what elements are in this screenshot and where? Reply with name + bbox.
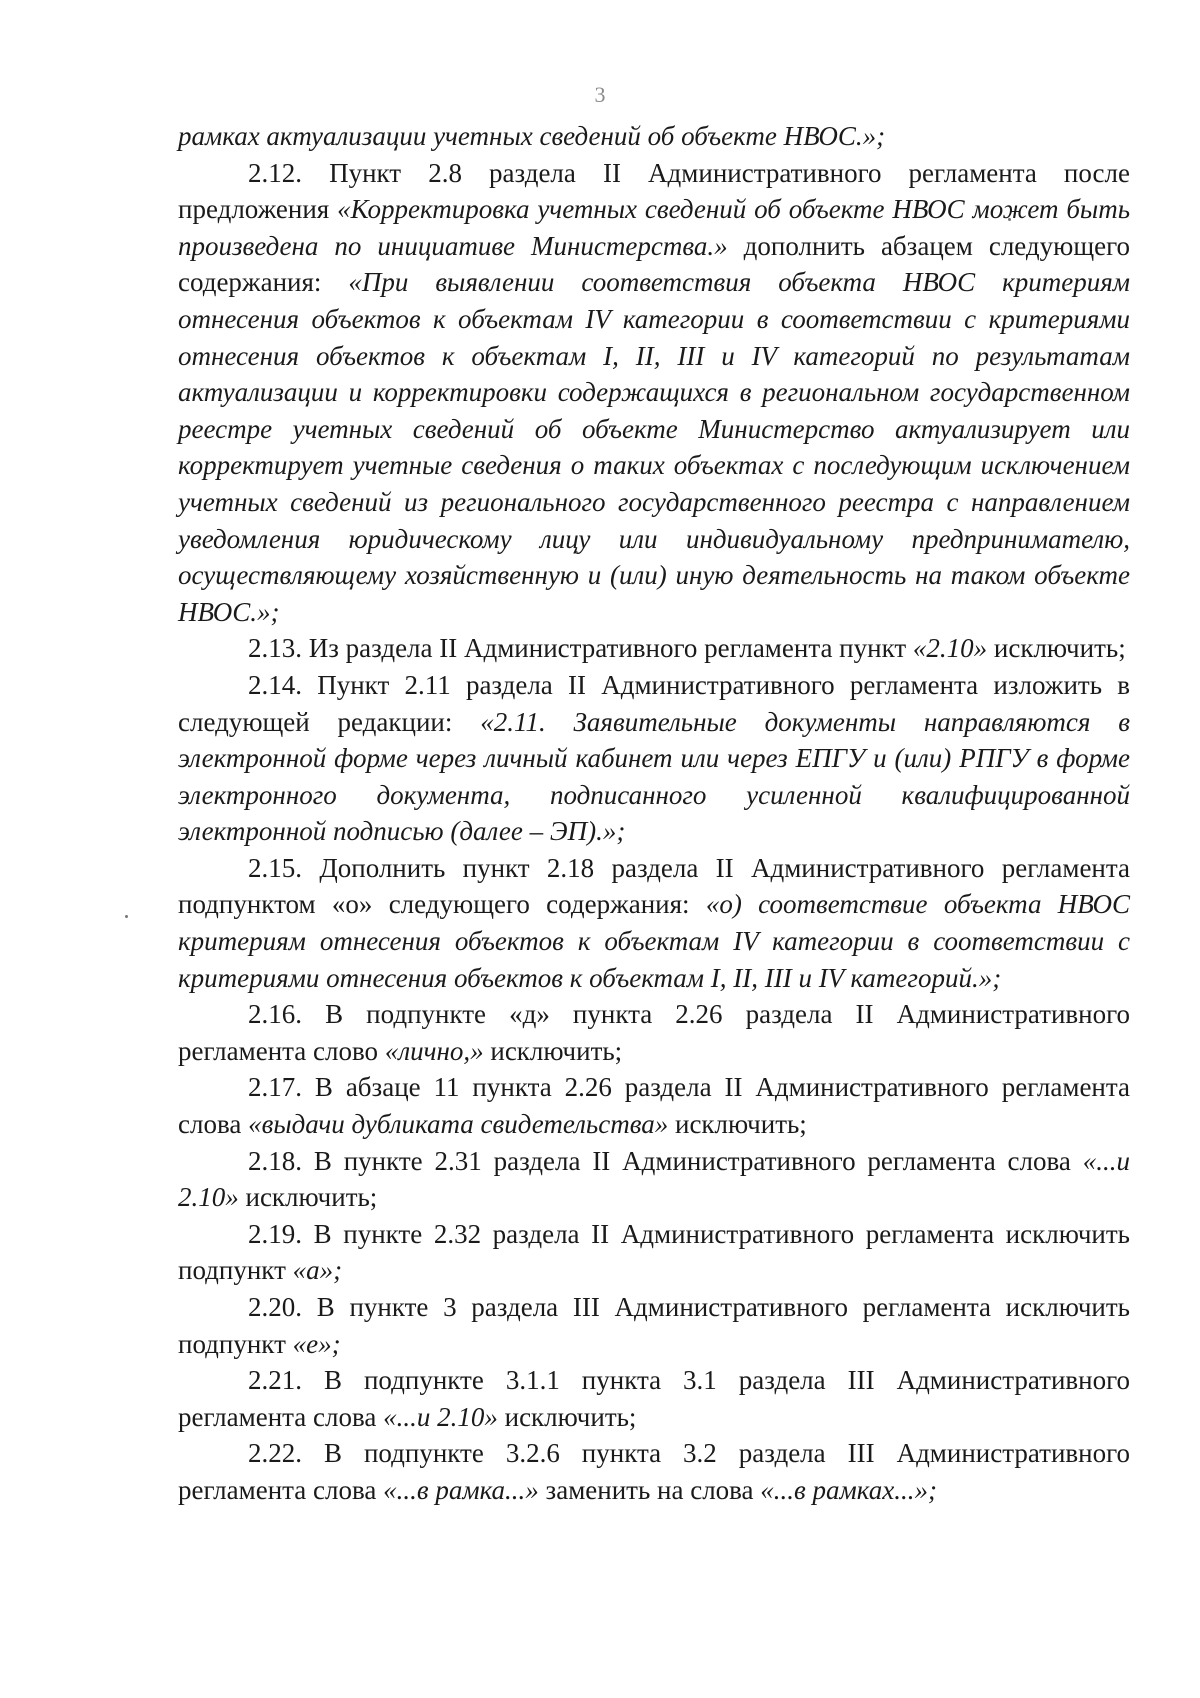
paragraph-text: исключить;: [987, 633, 1126, 664]
paragraph: [178, 1069, 1130, 1142]
paragraph: [178, 850, 1130, 996]
paragraph-text: исключить;: [238, 1182, 378, 1213]
quoted-text: «выдачи дубликата свидетельства»: [248, 1109, 669, 1140]
paragraph: [178, 1362, 1130, 1435]
quoted-text: «е»;: [292, 1328, 341, 1359]
paragraph-text: 2.15. Дополнить пункт 2.18 раздела II Административного регламента подпунктом «о» следующего содержания:: [178, 852, 1130, 920]
quoted-text: «о) соответствие объекта НВОС критериям отнесения объектов к объектам IV категории в соответствии с критериями отнесения объектов к объектам I, II, III и IV категорий.»;: [178, 889, 1131, 993]
paragraph: [178, 1435, 1130, 1508]
paragraph-text: 2.22. В подпункте 3.2.6 пункта 3.2 раздела III Административного регламента слова: [178, 1438, 1130, 1505]
quoted-text: «...в рамках...»;: [760, 1474, 937, 1505]
paragraph: [178, 667, 1130, 850]
quoted-text: «При выявлении соответствия объекта НВОС критериям отнесения объектов к объектам IV категории в соответствии с критериями отнесения объектов к объектам I, II, III и IV категорий по результатам актуализации и корректировки содержащихся в региональном государственном реестре учетных сведений об объекте Министерство актуализирует или корректирует учетные сведения о таких объектах с последующим исключением учетных сведений из регионального государственного реестра с направлением уведомления юридическому лицу или индивидуальному предпринимателю, осуществляющему хозяйственную и (или) иную деятельность на таком объекте НВОС.»;: [178, 267, 1130, 627]
paragraph-text: 2.19. В пункте 2.32 раздела II Административного регламента исключить подпункт: [178, 1218, 1130, 1286]
paragraph-text: 2.18. В пункте 2.31 раздела II Административного регламента слова: [248, 1145, 1083, 1176]
paragraph: [178, 1143, 1130, 1216]
quoted-text: «Корректировка учетных сведений об объекте НВОС может быть произведена по инициативе Министерства.»: [178, 194, 1131, 261]
page-number: 3: [594, 82, 606, 107]
quoted-text: «2.11. Заявительные документы направляются в электронной форме через личный кабинет или через ЕПГУ и (или) РПГУ в форме электронного документа, подписанного усиленной квалифицированной электронной подписью (далее – ЭП).»;: [178, 706, 1130, 847]
paragraph: [178, 155, 1130, 631]
quoted-text: рамках актуализации учетных сведений об объекте НВОС.»;: [178, 121, 886, 151]
paragraph-text: 2.21. В подпункте 3.1.1 пункта 3.1 раздела III Административного регламента слова: [178, 1365, 1130, 1432]
paragraph-text: исключить;: [668, 1109, 807, 1140]
paragraph-text: 2.14. Пункт 2.11 раздела II Административного регламента изложить в следующей редакции:: [178, 669, 1130, 737]
paragraph: [178, 630, 1130, 667]
paragraph-text: исключить;: [497, 1401, 637, 1432]
paragraph-text: 2.17. В абзаце 11 пункта 2.26 раздела II Административного регламента слова: [178, 1072, 1130, 1140]
scan-speck: [125, 915, 128, 918]
paragraph-text: 2.20. В пункте 3 раздела III Административного регламента исключить подпункт: [178, 1292, 1130, 1359]
document-body: [178, 118, 1130, 1509]
paragraph-text: 2.12. Пункт 2.8 раздела II Административного регламента после предложения: [178, 157, 1130, 225]
quoted-text: «...в рамка...»: [383, 1474, 539, 1505]
paragraph: [178, 1216, 1130, 1289]
paragraph-text: 2.13. Из раздела II Административного регламента пункт: [248, 633, 913, 664]
paragraph-text: 2.16. В подпункте «д» пункта 2.26 раздела II Административного регламента слово: [178, 999, 1130, 1066]
quoted-text: «а»;: [292, 1255, 343, 1286]
paragraph-text: заменить на слова: [538, 1474, 761, 1505]
paragraph-text: исключить;: [483, 1035, 623, 1066]
paragraph: [178, 1289, 1130, 1362]
paragraph: [178, 118, 1130, 155]
paragraph-text: дополнить абзацем следующего содержания:: [178, 230, 1131, 298]
quoted-text: «...и 2.10»: [383, 1401, 498, 1432]
quoted-text: «...и 2.10»: [178, 1145, 1130, 1213]
quoted-text: «лично,»: [384, 1035, 484, 1066]
quoted-text: «2.10»: [912, 633, 988, 664]
paragraph: [178, 996, 1130, 1069]
